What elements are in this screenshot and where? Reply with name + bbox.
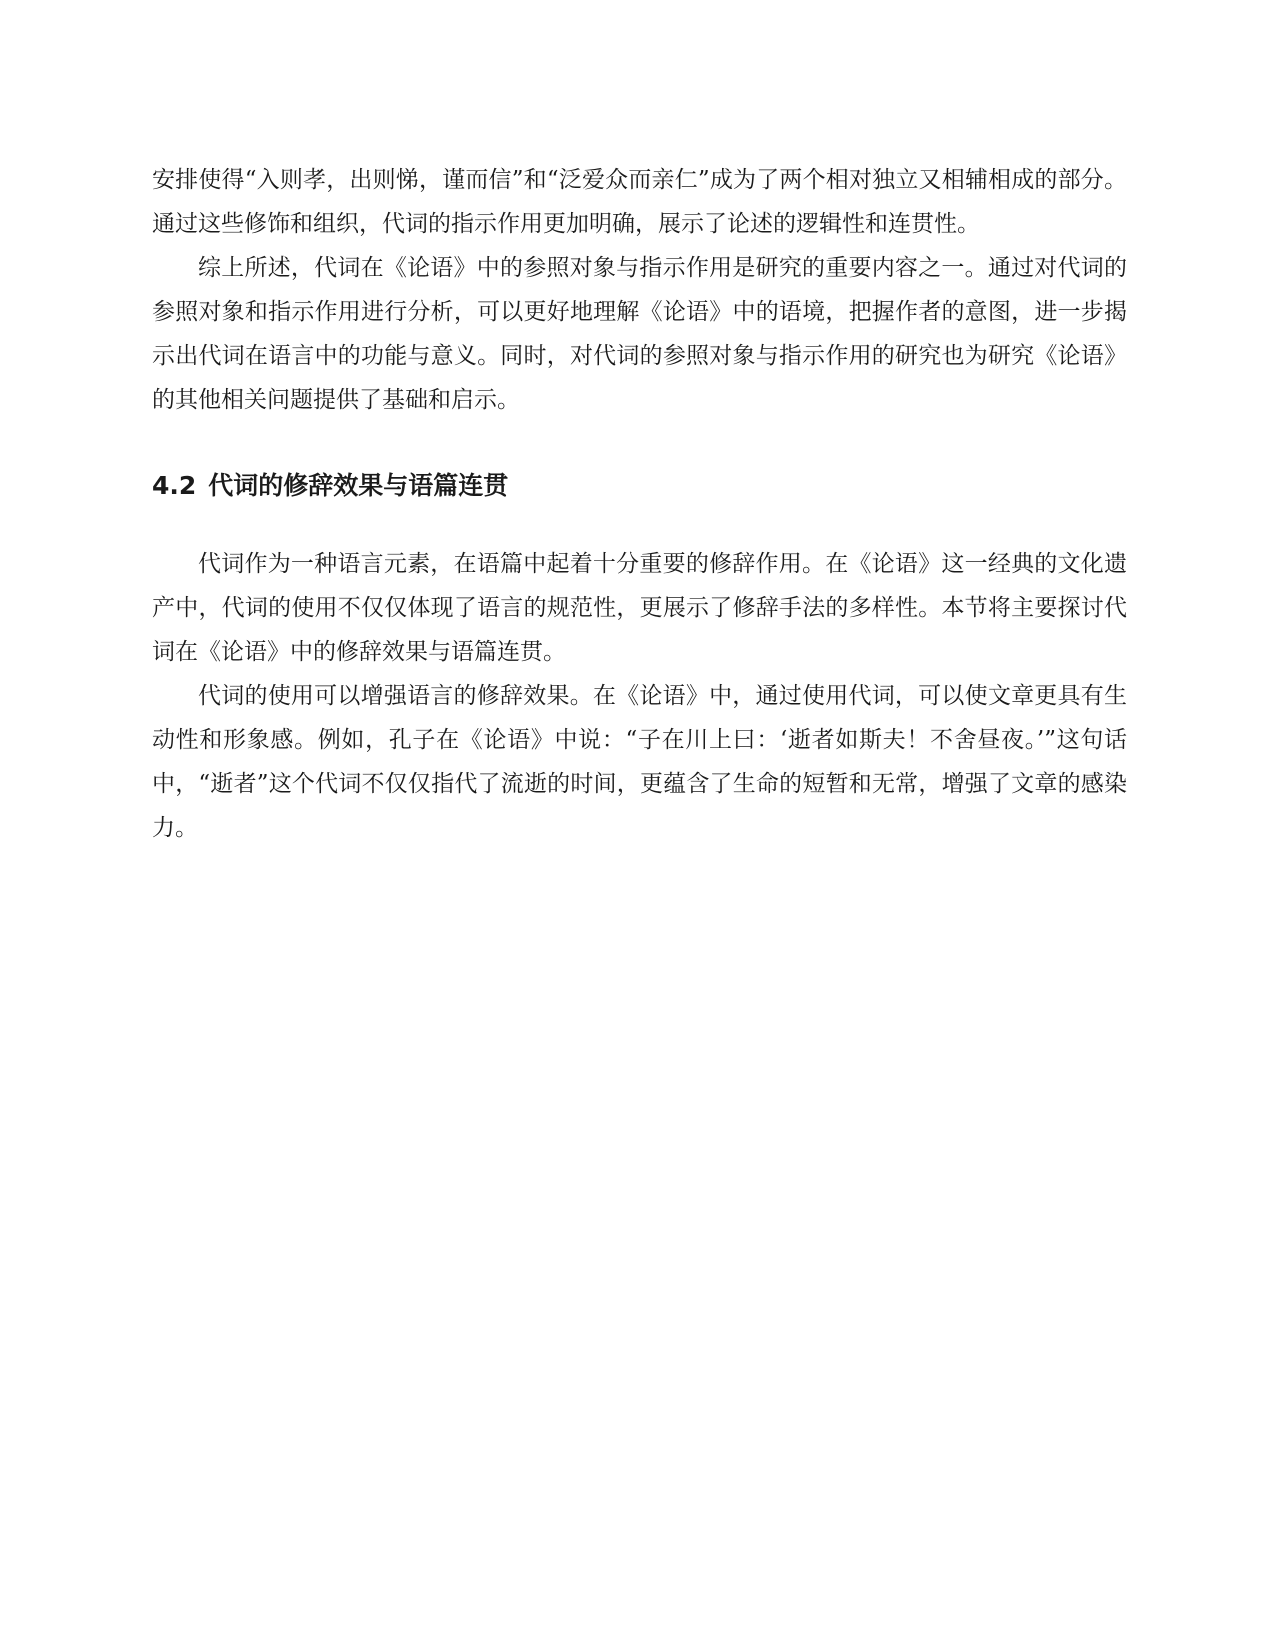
paragraph-summary: 综上所述，代词在《论语》中的参照对象与指示作用是研究的重要内容之一。通过对代词的参照对象和指示作用进行分析，可以更好地理解《论语》中的语境，把握作者的意图，进一步揭示出代词在语言中的功能与意义。同时，对代词的参照对象与指示作用的研究也为研究《论语》的其他相关问题提供了基础和启示。 bbox=[152, 255, 1127, 413]
section-title: 代词的修辞效果与语篇连贯 bbox=[208, 471, 509, 500]
paragraph-example: 代词的使用可以增强语言的修辞效果。在《论语》中，通过使用代词，可以使文章更具有生动性和形象感。例如，孔子在《论语》中说：“子在川上曰：‘逝者如斯夫！不舍昼夜。’”这句话中，“逝者”这个代词不仅仅指代了流逝的时间，更蕴含了生命的短暂和无常，增强了文章的感染力。 bbox=[152, 683, 1127, 841]
section-heading bbox=[152, 466, 1127, 506]
section-number: 4.2 bbox=[152, 471, 197, 500]
paragraph-intro: 代词作为一种语言元素，在语篇中起着十分重要的修辞作用。在《论语》这一经典的文化遗产中，代词的使用不仅仅体现了语言的规范性，更展示了修辞手法的多样性。本节将主要探讨代词在《论语》中的修辞效果与语篇连贯。 bbox=[152, 551, 1127, 665]
paragraph-continuation: 安排使得“入则孝，出则悌，谨而信”和“泛爱众而亲仁”成为了两个相对独立又相辅相成的部分。通过这些修饰和组织，代词的指示作用更加明确，展示了论述的逻辑性和连贯性。 bbox=[152, 167, 1127, 237]
document-body bbox=[152, 158, 1127, 850]
